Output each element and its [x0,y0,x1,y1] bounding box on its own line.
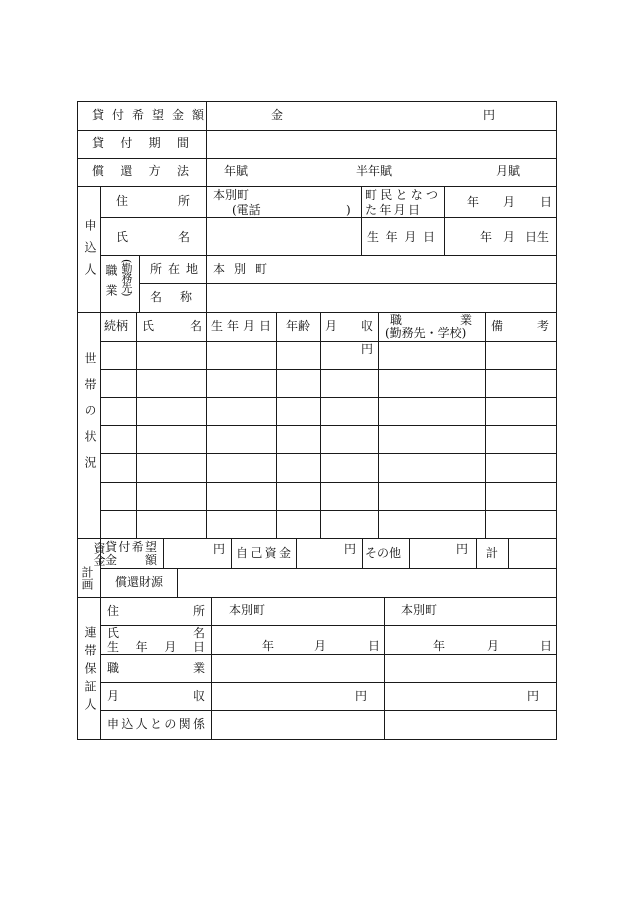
rule [100,341,556,342]
loan-amount-input[interactable] [290,103,475,129]
applicant-name-input[interactable] [208,219,360,254]
household-col-note: 備考 [491,319,549,333]
fund-repay-source-input[interactable] [179,570,554,596]
loan-amount-kin: 金 [271,108,284,122]
rule [556,101,557,740]
applicant-phone-close: ) [346,203,351,217]
rule [77,739,557,740]
fund-own-funds-yen: 円 [344,542,357,556]
resident-since-month: 月 [503,195,516,209]
applicant-birth-day: 日生 [525,230,550,244]
loan-period-label: 貸付期間 [92,136,189,150]
employer-location-label: 所在地 [150,262,198,276]
rule [384,597,385,740]
rule [361,186,362,255]
fund-section-label-2: 計画 [80,566,94,590]
repay-monthly[interactable]: 月賦 [496,164,521,178]
guarantor1-relation-input[interactable] [213,712,383,738]
guarantor-job-label: 職業 [107,661,205,675]
fund-repay-source-label: 償還財源 [115,575,164,589]
guarantor-section-label: 連帯保証人 [83,626,97,716]
rule [100,597,101,740]
fund-section-label-1: 資金 [92,542,106,566]
rule [100,682,556,683]
rule [320,312,321,538]
household-col-relation: 続柄 [104,319,129,333]
household-col-birth: 生年月日 [211,319,271,333]
resident-since-day: 日 [540,195,553,209]
rule [100,255,556,256]
rule [206,312,207,538]
rule [444,186,445,255]
guarantor1-birth-year: 年 [262,639,275,653]
applicant-address-input[interactable] [208,187,360,216]
guarantor1-address-town: 本別町 [229,603,266,617]
guarantor2-birth-day: 日 [540,639,553,653]
rule [211,597,212,740]
job-vertical-label: 職業 [104,264,118,304]
rule [276,312,277,538]
rule [100,710,556,711]
applicant-birth-label: 生年月日 [367,230,435,244]
loan-period-input[interactable] [208,131,554,157]
rule [508,538,509,568]
fund-other-yen: 円 [456,542,469,556]
rule [139,255,140,312]
fund-loan-label-1: 貸付希望 [105,540,157,554]
repay-yearly[interactable]: 年賦 [224,164,249,178]
rule [100,482,556,483]
rule [362,538,363,568]
rule [100,217,556,218]
guarantor1-birth-month: 月 [314,639,327,653]
household-income-yen: 円 [361,342,374,356]
household-col-income: 月収 [325,319,373,333]
rule [163,538,164,568]
guarantor-address-label: 住所 [107,604,205,618]
rule [77,101,556,102]
employer-name-input[interactable] [208,285,554,311]
household-section-label: 世帯の状況 [83,352,97,482]
rule [476,538,477,568]
rule [100,510,556,511]
rule [100,568,556,569]
rule [77,538,556,539]
guarantor2-birth-year: 年 [433,639,446,653]
rule [136,312,137,538]
applicant-phone: (電話 [232,203,261,217]
repay-half-yearly[interactable]: 半年賦 [356,164,393,178]
household-col-job-2: (勤務先・学校) [385,326,467,340]
rule [100,425,556,426]
employer-paren-label: (勤務先) [120,259,133,296]
guarantor2-income-yen: 円 [527,689,540,703]
rule [100,397,556,398]
loan-amount-label: 貸付希望金額 [92,108,204,122]
rule [177,568,178,597]
guarantor-income-label: 月収 [107,689,205,703]
rule [231,538,232,568]
applicant-birth-year: 年 [480,230,493,244]
guarantor-birth-label: 生年月日 [107,640,205,654]
rule [296,538,297,568]
employer-location-value: 本別町 [213,262,277,276]
guarantor-relation-label: 申込人との関係 [107,717,205,731]
fund-other-label: その他 [365,546,402,560]
resident-since-label-2: た年月日 [365,203,420,217]
rule [378,312,379,538]
household-col-name: 氏名 [142,319,202,333]
fund-own-funds-label: 自己資金 [236,546,291,560]
applicant-name-label: 氏名 [116,230,190,244]
guarantor-name-label: 氏名 [107,626,205,640]
rule [100,654,556,655]
applicant-address-town: 本別町 [213,188,250,202]
rule [139,283,556,284]
resident-since-label-1: 町民となつ [365,188,438,202]
fund-loan-label-2: 金額 [105,553,157,567]
household-col-job-1: 職業 [390,313,472,327]
rule [77,597,556,598]
rule [206,101,207,312]
guarantor1-income-yen: 円 [355,689,368,703]
household-col-age: 年齢 [286,319,311,333]
rule [77,158,556,159]
applicant-birth-month: 月 [503,230,516,244]
employer-name-label: 名称 [150,290,192,304]
applicant-section-label: 申込人 [83,219,97,285]
rule [77,101,78,740]
rule [100,312,101,538]
rule [100,186,101,312]
rule [100,453,556,454]
guarantor2-address-town: 本別町 [401,603,438,617]
resident-since-year: 年 [467,195,480,209]
guarantor1-birth-day: 日 [368,639,381,653]
fund-loan-yen: 円 [213,542,226,556]
guarantor2-relation-input[interactable] [386,712,555,738]
rule [485,312,486,538]
guarantor2-birth-month: 月 [487,639,500,653]
loan-amount-yen: 円 [483,108,496,122]
applicant-address-label: 住所 [116,194,190,208]
fund-total-label: 計 [486,546,499,560]
rule [409,538,410,568]
rule [100,369,556,370]
repay-method-label: 償還方法 [92,164,189,178]
